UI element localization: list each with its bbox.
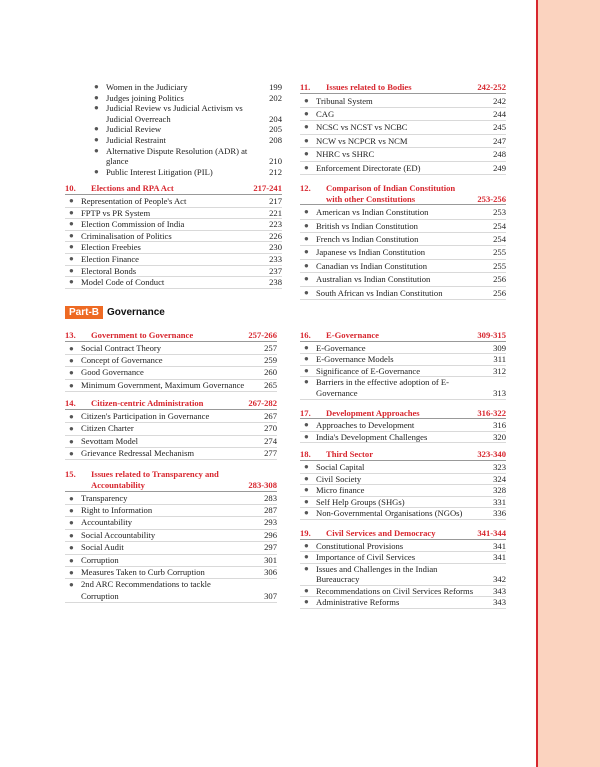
toc-column-top-left <box>65 82 282 289</box>
toc-entry[interactable] <box>300 366 506 378</box>
toc-entry[interactable] <box>65 380 277 392</box>
toc-entry-title: South African vs Indian Constitution <box>316 287 443 298</box>
toc-entry[interactable] <box>300 377 506 399</box>
toc-section-title: Development Approaches <box>326 407 420 418</box>
toc-entry[interactable] <box>65 367 277 379</box>
toc-entry-page: 309 <box>493 342 506 353</box>
toc-entry-title: Judicial Review vs Judicial Activism vs Judicial Overreach <box>106 103 243 124</box>
toc-entry[interactable] <box>65 423 277 435</box>
toc-section <box>300 449 506 520</box>
toc-entry-title: Election Commission of India <box>81 219 185 230</box>
toc-entry-title: Good Governance <box>81 367 144 378</box>
toc-entry[interactable] <box>300 462 506 474</box>
bullet-icon: ● <box>304 274 309 284</box>
bullet-icon: ● <box>304 287 309 297</box>
toc-entry-page: 210 <box>269 156 282 167</box>
toc-entry-title: Judicial Restraint <box>106 134 166 145</box>
bullet-icon: ● <box>304 162 309 172</box>
bullet-icon: ● <box>304 461 309 471</box>
toc-entry-title: Constitutional Provisions <box>316 540 404 551</box>
toc-section-range: 309-315 <box>477 330 506 340</box>
toc-section-heading[interactable] <box>300 528 506 540</box>
toc-entry[interactable] <box>65 343 277 355</box>
bullet-icon: ● <box>69 219 74 229</box>
toc-section-title: Government to Governance <box>91 330 194 340</box>
toc-entry-page: 242 <box>493 95 506 106</box>
toc-entry-page: 331 <box>493 496 506 507</box>
toc-entry[interactable] <box>300 586 506 598</box>
toc-entry-title: Electoral Bonds <box>81 265 137 276</box>
toc-entry[interactable] <box>300 121 506 134</box>
toc-entry-title: Significance of E-Governance <box>316 365 421 376</box>
bullet-icon: ● <box>304 260 309 270</box>
toc-section-number: 16. <box>300 330 311 340</box>
toc-entry[interactable] <box>65 493 277 505</box>
toc-section-title: Comparison of Indian Constitution with other Constitutions <box>326 183 456 204</box>
bullet-icon: ● <box>94 103 99 113</box>
toc-entry-title: Australian vs Indian Constitution <box>316 274 431 285</box>
toc-entry-title: E-Governance <box>316 342 366 353</box>
toc-entry[interactable] <box>90 146 282 167</box>
toc-entry[interactable] <box>300 474 506 486</box>
toc-entry[interactable] <box>65 517 277 529</box>
toc-section <box>65 330 277 392</box>
toc-entry[interactable] <box>65 208 282 220</box>
bullet-icon: ● <box>304 149 309 159</box>
bullet-icon: ● <box>94 92 99 102</box>
toc-entry-title: Representation of People's Act <box>81 195 187 206</box>
toc-entry[interactable] <box>90 167 282 178</box>
toc-entry-page: 296 <box>264 529 277 540</box>
toc-entry-page: 244 <box>493 109 506 119</box>
toc-entry-page: 249 <box>493 162 506 173</box>
bullet-icon: ● <box>304 485 309 495</box>
toc-entry-title: Social Contract Theory <box>81 342 162 353</box>
toc-entry-page: 254 <box>493 220 506 231</box>
bullet-icon: ● <box>304 95 309 105</box>
toc-section-range: 253-256 <box>477 193 506 204</box>
toc-entry[interactable] <box>300 508 506 520</box>
toc-entry[interactable] <box>300 206 506 219</box>
toc-entry-page: 342 <box>493 574 506 585</box>
toc-entry-title: NHRC vs SHRC <box>316 149 375 160</box>
toc-section-number: 12. <box>300 183 311 194</box>
toc-entry-page: 343 <box>493 597 506 608</box>
toc-section-heading[interactable] <box>300 330 506 342</box>
toc-entry-title: Citizen Charter <box>81 423 134 434</box>
bullet-icon: ● <box>69 380 74 390</box>
bullet-icon: ● <box>304 508 309 518</box>
toc-section-range: 267-282 <box>248 398 277 409</box>
toc-entry-page: 341 <box>493 552 506 563</box>
toc-entry[interactable] <box>65 542 277 554</box>
bullet-icon: ● <box>94 124 99 134</box>
toc-section-title: E-Governance <box>326 330 379 340</box>
toc-entry[interactable] <box>300 287 506 300</box>
toc-entry-page: 230 <box>269 242 282 253</box>
toc-entry-title: Japanese vs Indian Constitution <box>316 247 426 258</box>
toc-entry[interactable] <box>90 82 282 93</box>
toc-entry[interactable] <box>65 579 277 603</box>
toc-entry-page: 247 <box>493 135 506 146</box>
toc-entry[interactable] <box>65 448 277 460</box>
page-edge-rule <box>536 0 538 767</box>
toc-section-heading[interactable] <box>65 398 277 410</box>
toc-section-number: 10. <box>65 183 76 194</box>
bullet-icon: ● <box>304 431 309 441</box>
toc-section-range: 283-308 <box>248 480 277 491</box>
toc-section <box>65 183 282 288</box>
toc-entry-page: 328 <box>493 485 506 496</box>
toc-entry-title: Transparency <box>81 492 128 503</box>
toc-entry-page: 265 <box>264 379 277 390</box>
toc-section-heading[interactable] <box>300 183 506 205</box>
toc-entry-page: 341 <box>493 540 506 551</box>
toc-entry-page: 336 <box>493 508 506 519</box>
toc-entry-page: 202 <box>269 92 282 103</box>
bullet-icon: ● <box>304 585 309 595</box>
toc-entry-title: Tribunal System <box>316 95 373 106</box>
toc-column-bottom-right <box>300 330 506 609</box>
bullet-icon: ● <box>69 493 74 503</box>
bullet-icon: ● <box>94 166 99 176</box>
bullet-icon: ● <box>304 207 309 217</box>
toc-entry-title: Enforcement Directorate (ED) <box>316 162 421 173</box>
bullet-icon: ● <box>69 424 74 434</box>
toc-entry-title: Judges joining Politics <box>106 92 184 103</box>
toc-entry-page: 237 <box>269 265 282 276</box>
toc-entry-page: 313 <box>493 387 506 398</box>
toc-entry-title: Approaches to Development <box>316 420 415 431</box>
toc-entry-title: Accountability <box>81 517 133 528</box>
bullet-icon: ● <box>304 473 309 483</box>
toc-entry[interactable] <box>90 135 282 146</box>
toc-section-title: Elections and RPA Act <box>91 183 174 194</box>
toc-entry[interactable] <box>65 530 277 542</box>
toc-entry-page: 324 <box>493 473 506 484</box>
toc-entry[interactable] <box>300 233 506 246</box>
toc-entry[interactable] <box>90 124 282 135</box>
toc-entry[interactable] <box>300 95 506 108</box>
toc-entry-title: Issues and Challenges in the Indian Bureaucracy <box>316 563 438 585</box>
toc-entry[interactable] <box>65 277 282 289</box>
toc-section <box>300 82 506 175</box>
toc-entry-page: 221 <box>269 207 282 218</box>
toc-entry[interactable] <box>300 432 506 444</box>
bullet-icon: ● <box>69 277 74 287</box>
toc-entry-title: Corruption <box>81 554 119 565</box>
toc-entry[interactable] <box>300 135 506 148</box>
toc-entry[interactable] <box>65 231 282 243</box>
bullet-icon: ● <box>94 145 99 155</box>
toc-entry[interactable] <box>300 343 506 355</box>
toc-entry-page: 256 <box>493 274 506 285</box>
toc-entry-page: 277 <box>264 448 277 459</box>
toc-entry-title: Sevottam Model <box>81 435 139 446</box>
toc-entry-page: 297 <box>264 542 277 553</box>
toc-entry-page: 253 <box>493 207 506 218</box>
bullet-icon: ● <box>304 377 309 387</box>
bullet-icon: ● <box>69 530 74 540</box>
toc-section-title: Civil Services and Democracy <box>326 527 436 538</box>
toc-entry-page: 293 <box>264 517 277 528</box>
toc-column-top-right <box>300 82 506 300</box>
bullet-icon: ● <box>69 411 74 421</box>
part-name: Governance <box>107 307 165 318</box>
toc-column-bottom-left <box>65 330 277 603</box>
toc-entry-page: 254 <box>493 234 506 245</box>
bullet-icon: ● <box>304 247 309 257</box>
bullet-icon: ● <box>69 506 74 516</box>
toc-entry-page: 256 <box>493 287 506 298</box>
toc-section-number: 13. <box>65 330 76 340</box>
toc-entry[interactable] <box>65 505 277 517</box>
toc-section <box>300 183 506 300</box>
bullet-icon: ● <box>304 220 309 230</box>
toc-section-title: Issues related to Bodies <box>326 82 412 92</box>
toc-entry[interactable] <box>300 485 506 497</box>
toc-entry-title: E-Governance Models <box>316 354 394 365</box>
bullet-icon: ● <box>304 122 309 132</box>
toc-section-range: 316-322 <box>477 407 506 418</box>
toc-entry-page: 223 <box>269 219 282 230</box>
part-tag: Part-B <box>65 306 103 319</box>
toc-section-range: 341-344 <box>477 527 506 538</box>
toc-entry-page: 199 <box>269 82 282 92</box>
bullet-icon: ● <box>304 354 309 364</box>
toc-entry-page: 248 <box>493 149 506 160</box>
toc-entry[interactable] <box>65 411 277 423</box>
toc-entry[interactable] <box>90 103 282 124</box>
toc-entry-page: 245 <box>493 122 506 133</box>
toc-entry-page: 306 <box>264 567 277 578</box>
toc-entry-page: 267 <box>264 410 277 421</box>
toc-section-number: 15. <box>65 469 76 480</box>
toc-entry[interactable] <box>65 567 277 579</box>
toc-section-number: 18. <box>300 449 311 460</box>
toc-entry-title: 2nd ARC Recommendations to tackle Corruption <box>81 579 211 601</box>
toc-entry-page: 283 <box>264 492 277 503</box>
toc-entry[interactable] <box>300 273 506 286</box>
toc-section-range: 323-340 <box>477 449 506 460</box>
toc-entry[interactable] <box>300 108 506 121</box>
bullet-icon: ● <box>69 449 74 459</box>
bullet-icon: ● <box>69 518 74 528</box>
toc-entry[interactable] <box>300 541 506 553</box>
bullet-icon: ● <box>304 234 309 244</box>
toc-section <box>300 330 506 400</box>
toc-entry-page: 260 <box>264 367 277 378</box>
bullet-icon: ● <box>69 436 74 446</box>
toc-entry-title: Grievance Redressal Mechanism <box>81 448 195 459</box>
toc-entry-title: Public Interest Litigation (PIL) <box>106 166 213 177</box>
toc-entry-title: FPTP vs PR System <box>81 207 151 218</box>
toc-entry-title: Criminalisation of Politics <box>81 230 172 241</box>
toc-entry-page: 208 <box>269 134 282 145</box>
toc-section-title: Third Sector <box>326 449 374 460</box>
part-heading <box>65 306 165 319</box>
toc-entry-page: 233 <box>269 253 282 264</box>
bullet-icon: ● <box>69 543 74 553</box>
toc-entry-page: 301 <box>264 554 277 565</box>
toc-entry[interactable] <box>65 555 277 567</box>
toc-entry-title: Canadian vs Indian Constitution <box>316 260 427 271</box>
toc-entry-page: 204 <box>269 113 282 124</box>
toc-entry[interactable] <box>300 497 506 509</box>
toc-entry-page: 259 <box>264 355 277 365</box>
bullet-icon: ● <box>69 580 74 590</box>
toc-entry-title: Administrative Reforms <box>316 597 400 608</box>
toc-entry-title: Civil Society <box>316 473 362 484</box>
bullet-icon: ● <box>69 343 74 353</box>
toc-entry-title: Recommendations on Civil Services Reforms <box>316 585 474 596</box>
toc-entry-title: Right to Information <box>81 505 153 516</box>
bullet-icon: ● <box>304 342 309 352</box>
toc-entry-title: India's Development Challenges <box>316 431 428 442</box>
toc-entry-title: Judicial Review <box>106 124 162 135</box>
toc-entry[interactable] <box>65 219 282 231</box>
bullet-icon: ● <box>94 134 99 144</box>
bullet-icon: ● <box>69 242 74 252</box>
toc-entry[interactable] <box>300 597 506 609</box>
bullet-icon: ● <box>304 496 309 506</box>
bullet-icon: ● <box>94 82 99 91</box>
toc-entry-page: 316 <box>493 420 506 431</box>
toc-section-number: 14. <box>65 398 76 409</box>
toc-entry[interactable] <box>300 246 506 259</box>
toc-entry[interactable] <box>300 552 506 564</box>
toc-section <box>65 398 277 460</box>
bullet-icon: ● <box>69 568 74 578</box>
bullet-icon: ● <box>69 253 74 263</box>
toc-entry-page: 205 <box>269 124 282 135</box>
toc-section-heading[interactable] <box>300 408 506 420</box>
toc-entry-title: Model Code of Conduct <box>81 277 165 288</box>
bullet-icon: ● <box>304 365 309 375</box>
toc-entry-page: 287 <box>264 505 277 516</box>
bullet-icon: ● <box>69 230 74 240</box>
toc-entry[interactable] <box>300 420 506 432</box>
toc-entry-page: 255 <box>493 247 506 258</box>
toc-entry[interactable] <box>300 220 506 233</box>
toc-section-range: 217-241 <box>253 183 282 194</box>
toc-entry-page: 311 <box>493 354 506 365</box>
toc-entry-title: NCW vs NCPCR vs NCM <box>316 135 408 146</box>
toc-entry-title: Measures Taken to Curb Corruption <box>81 567 205 578</box>
toc-entry-title: British vs Indian Constitution <box>316 220 418 231</box>
toc-entry-page: 212 <box>269 166 282 177</box>
toc-section-number: 11. <box>300 82 311 92</box>
toc-entry-title: Alternative Dispute Resolution (ADR) at glance <box>106 145 248 167</box>
toc-entry-title: Concept of Governance <box>81 355 163 365</box>
toc-entry[interactable] <box>65 436 277 448</box>
toc-section-title: Citizen-centric Administration <box>91 398 204 409</box>
toc-section-range: 242-252 <box>477 82 506 92</box>
toc-section-heading[interactable] <box>65 183 282 195</box>
toc-section-heading[interactable] <box>65 469 277 491</box>
toc-entry[interactable] <box>65 266 282 278</box>
toc-entry-title: Importance of Civil Services <box>316 552 416 563</box>
toc-section-title: Issues related to Transparency and Accountability <box>91 469 219 491</box>
bullet-icon: ● <box>69 368 74 378</box>
toc-entry-title: American vs Indian Constitution <box>316 207 429 218</box>
toc-entry-title: Social Audit <box>81 542 124 553</box>
bullet-icon: ● <box>304 540 309 550</box>
toc-entry-page: 226 <box>269 230 282 241</box>
bullet-icon: ● <box>69 555 74 565</box>
bullet-icon: ● <box>69 356 74 365</box>
toc-entry[interactable] <box>300 564 506 586</box>
toc-entry-title: Election Freebies <box>81 242 141 253</box>
toc-entry-title: Women in the Judiciary <box>106 82 188 92</box>
toc-entry[interactable] <box>65 196 282 208</box>
toc-entry-title: CAG <box>316 109 335 119</box>
toc-entry-title: Self Help Groups (SHGs) <box>316 496 405 507</box>
toc-entry-title: Micro finance <box>316 485 365 496</box>
toc-entry-title: Social Capital <box>316 461 365 472</box>
toc-entry-page: 238 <box>269 277 282 288</box>
toc-entry-title: NCSC vs NCST vs NCBC <box>316 122 408 133</box>
toc-section <box>65 469 277 603</box>
toc-entry-page: 343 <box>493 585 506 596</box>
toc-entry[interactable] <box>90 93 282 104</box>
toc-section <box>300 528 506 609</box>
toc-section-heading[interactable] <box>300 82 506 94</box>
bullet-icon: ● <box>304 563 309 573</box>
toc-entry-title: Election Finance <box>81 253 139 264</box>
toc-entry-title: Social Accountability <box>81 529 156 540</box>
toc-entry-page: 217 <box>269 195 282 206</box>
toc-entry-title: Non-Governmental Organisations (NGOs) <box>316 508 463 519</box>
toc-entry[interactable] <box>300 354 506 366</box>
toc-section-heading[interactable] <box>65 330 277 342</box>
toc-entry-page: 307 <box>264 590 277 601</box>
toc-entry-page: 323 <box>493 461 506 472</box>
bullet-icon: ● <box>304 420 309 430</box>
toc-entry-page: 270 <box>264 423 277 434</box>
page-edge-band <box>538 0 600 767</box>
toc-entry[interactable] <box>65 355 277 367</box>
toc-entry-title: Minimum Government, Maximum Governance <box>81 379 245 390</box>
bullet-icon: ● <box>304 109 309 118</box>
toc-section-range: 257-266 <box>248 330 277 340</box>
bullet-icon: ● <box>69 207 74 217</box>
bullet-icon: ● <box>69 195 74 205</box>
bullet-icon: ● <box>304 135 309 145</box>
toc-entry[interactable] <box>65 254 282 266</box>
toc-section <box>300 408 506 444</box>
toc-section-number: 17. <box>300 407 311 418</box>
toc-section-number: 19. <box>300 527 311 538</box>
toc-entry-title: Barriers in the effective adoption of E-Governance <box>316 377 449 398</box>
toc-entry[interactable] <box>300 260 506 273</box>
bullet-icon: ● <box>304 552 309 562</box>
toc-entry-title: Citizen's Participation in Governance <box>81 410 210 421</box>
toc-entry[interactable] <box>300 148 506 161</box>
toc-entry-page: 274 <box>264 435 277 446</box>
bullet-icon: ● <box>69 265 74 275</box>
toc-entry-page: 255 <box>493 260 506 271</box>
toc-section-heading[interactable] <box>300 449 506 461</box>
toc-entry-page: 312 <box>493 365 506 376</box>
toc-entry-title: French vs Indian Constitution <box>316 234 419 245</box>
bullet-icon: ● <box>304 597 309 607</box>
toc-entry[interactable] <box>300 162 506 175</box>
toc-entry-page: 320 <box>493 431 506 442</box>
toc-entry-page: 257 <box>264 342 277 353</box>
toc-entry[interactable] <box>65 242 282 254</box>
